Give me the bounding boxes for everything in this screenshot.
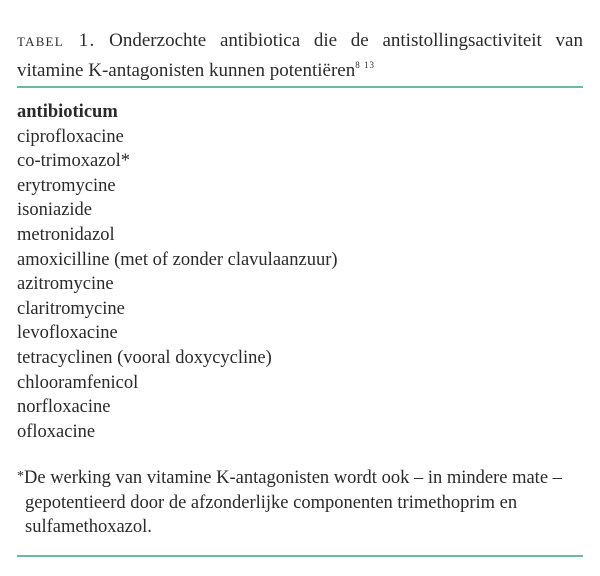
footnote-text: De werking van vitamine K-antagonisten wordt ook – in mindere mate – gepotentieerd door de afzonderlijke componenten trimethoprim en sulfamethoxazol.: [24, 468, 562, 537]
table-row: claritromycine: [17, 298, 125, 319]
table-row: erytromycine: [17, 175, 116, 196]
table-title: Onderzochte antibiotica die de antistollingsactiviteit van vitamine K-antagonisten kunnen potentiëren: [17, 30, 583, 81]
table-row: ofloxacine: [17, 421, 96, 442]
table-row: isoniazide: [17, 200, 93, 221]
table-row: tetracyclinen (vooral doxycycline): [17, 347, 272, 368]
footnote-marker: *: [17, 469, 24, 484]
table-footnote: [17, 465, 583, 540]
table-row: chlooramfenicol: [17, 372, 139, 393]
table-row: metronidazol: [17, 224, 115, 245]
table-row: co-trimoxazol*: [17, 151, 131, 172]
table-row: ciprofloxacine: [17, 126, 124, 147]
bottom-rule: [17, 555, 583, 557]
table-label: tabel 1.: [17, 30, 96, 51]
antibiotics-table: [17, 100, 338, 444]
top-rule: [17, 86, 583, 88]
table-row: levofloxacine: [17, 323, 118, 344]
table-row: norfloxacine: [17, 397, 111, 418]
table-row: amoxicilline (met of zonder clavulaanzuur): [17, 249, 338, 270]
column-header: antibioticum: [17, 102, 118, 122]
reference-superscript: 8 13: [355, 60, 375, 70]
table-row: azitromycine: [17, 274, 114, 295]
table-caption: [17, 28, 583, 83]
